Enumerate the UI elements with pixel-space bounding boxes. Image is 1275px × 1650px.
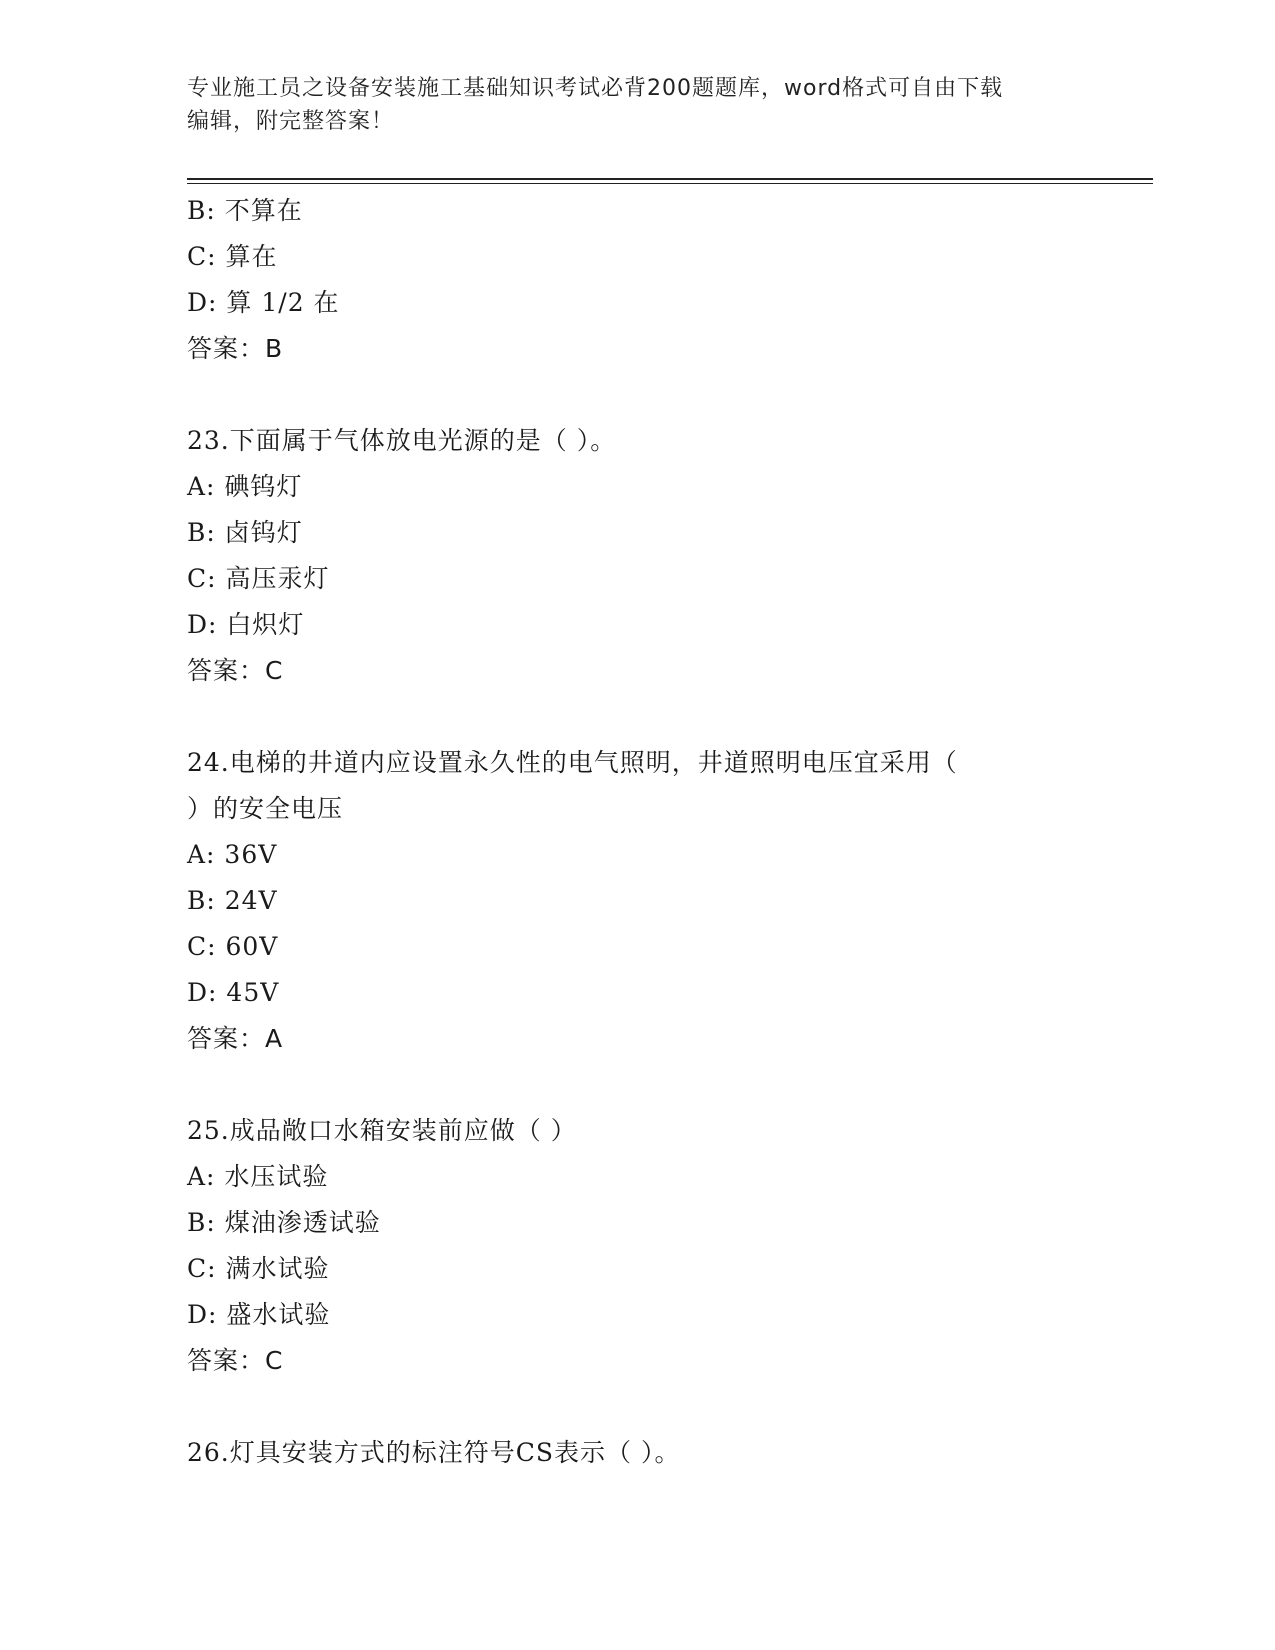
spacer	[187, 1384, 1067, 1430]
option-d: D: 白炽灯	[187, 610, 305, 639]
option-b: B: 煤油渗透试验	[187, 1208, 381, 1237]
spacer	[187, 372, 1067, 418]
option-b: B: 卤钨灯	[187, 518, 303, 547]
question-23-block	[187, 418, 1067, 694]
question-text-line-1: 24.电梯的井道内应设置永久性的电气照明，井道照明电压宜采用（	[187, 748, 958, 777]
spacer	[187, 694, 1067, 740]
question-text: 23.下面属于气体放电光源的是（ ）。	[187, 426, 617, 455]
question-list	[187, 188, 1067, 1476]
header-divider-thick	[187, 178, 1153, 180]
option-d: D: 45V	[187, 978, 280, 1007]
option-c: C: 满水试验	[187, 1254, 330, 1283]
option-a: A: 碘钨灯	[187, 472, 303, 501]
option-a: A: 水压试验	[187, 1162, 329, 1191]
question-text-line-2: ）的安全电压	[187, 794, 344, 823]
question-26-block	[187, 1430, 1067, 1476]
option-c: C: 60V	[187, 932, 279, 961]
document-header	[187, 72, 1087, 138]
option-b: B: 24V	[187, 886, 278, 915]
answer-label: 答案：B	[187, 334, 284, 363]
option-c: C: 算在	[187, 242, 278, 271]
option-d: D: 盛水试验	[187, 1300, 331, 1329]
answer-label: 答案：C	[187, 1346, 284, 1375]
header-line-1: 专业施工员之设备安装施工基础知识考试必背200题题库，word格式可自由下载	[187, 76, 1004, 101]
header-line-2: 编辑，附完整答案！	[187, 109, 395, 134]
question-text: 25.成品敞口水箱安装前应做（ ）	[187, 1116, 577, 1145]
option-c: C: 高压汞灯	[187, 564, 330, 593]
header-divider-thin	[187, 183, 1153, 184]
question-25-block	[187, 1108, 1067, 1384]
answer-label: 答案：C	[187, 656, 284, 685]
question-text: 26.灯具安装方式的标注符号CS表示（ ）。	[187, 1438, 681, 1467]
question-22-block	[187, 188, 1067, 372]
spacer	[187, 1062, 1067, 1108]
option-b: B: 不算在	[187, 196, 303, 225]
answer-label: 答案：A	[187, 1024, 284, 1053]
option-d: D: 算 1/2 在	[187, 288, 340, 317]
option-a: A: 36V	[187, 840, 278, 869]
question-24-block	[187, 740, 1067, 1062]
